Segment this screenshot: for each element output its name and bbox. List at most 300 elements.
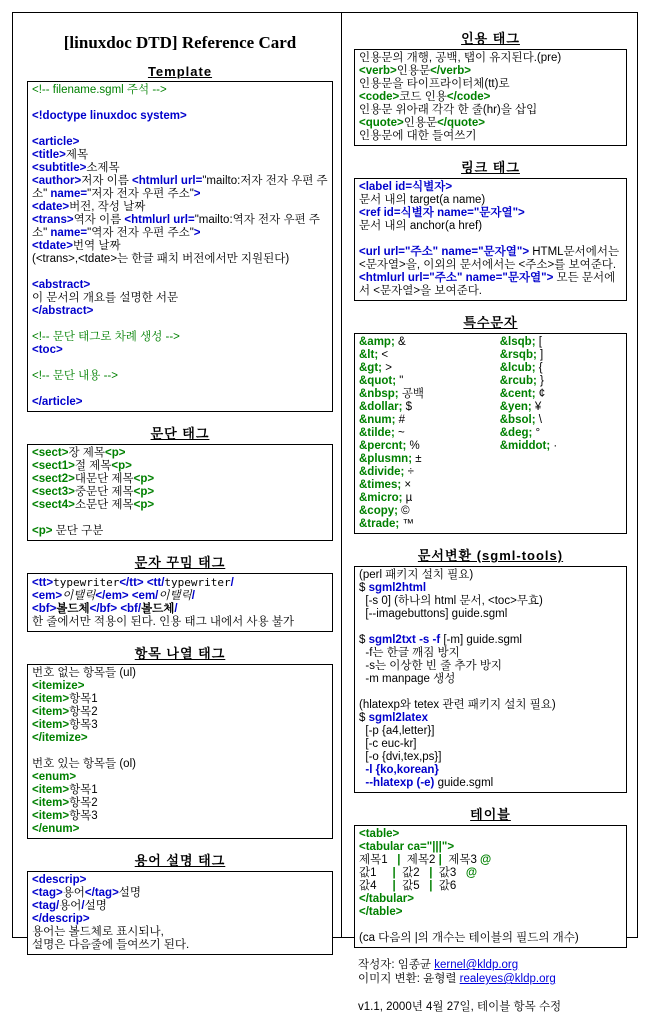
text-segment: &amp; [359,336,398,348]
text-segment: 항목2 [69,706,98,718]
text-segment: <htmlurl url= [132,175,203,187]
text-segment: 문단 구분 [52,525,104,537]
text-segment: 용어는 볼드체로 표시되나, [32,926,164,938]
text-segment: · [553,440,558,452]
text-segment: ¢ [538,388,546,400]
text-segment: <tag> [32,887,63,899]
section-doc-conversion [354,545,627,793]
text-segment: 저자 이름 [81,175,133,187]
text-segment: <item> [32,810,70,822]
section-quote-tags [354,28,627,146]
code-line [359,130,622,143]
code-line [32,680,328,693]
code-line [359,828,622,841]
code-line [359,181,622,194]
text-segment: 소제목 [86,162,120,174]
text-segment: 이탤릭 [158,590,192,602]
code-line [359,751,622,764]
code-line [32,344,328,357]
code-line [359,349,496,362]
text-segment: &bsol; [499,414,539,426]
text-segment: 항목1 [69,693,98,705]
text-segment: ÷ [407,466,414,478]
code-line [32,926,328,939]
code-line [32,357,328,370]
code-line [359,595,622,608]
text-segment: &yen; [499,401,535,413]
section-title-table-tags: 테이블 [470,807,511,822]
text-segment: sgml2latex [368,712,429,724]
text-segment: / [230,577,234,589]
text-segment: &rsqb; [499,349,540,361]
code-line [359,272,622,298]
text-segment: &copy; [359,505,402,517]
code-line [32,318,328,331]
text-segment: } [540,375,544,387]
text-segment: <tag/ [32,900,60,912]
text-segment: <item> [32,693,70,705]
text-segment: 코드 인용 [399,91,447,103]
text-segment: % [409,440,420,452]
text-segment: 제목 [65,149,89,161]
special-chars-right-column [496,336,622,531]
code-line [359,608,622,621]
code-line [359,932,622,945]
text-segment: &lt; [359,349,382,361]
text-segment: &tilde; [359,427,398,439]
text-segment: <bf> [32,603,57,615]
text-segment: 용어 [59,900,82,912]
code-line [32,396,328,409]
code-line [359,569,622,582]
text-segment: "저자 전자 우편 주소" [87,188,194,200]
right-column [341,13,637,1013]
text-segment: <p> [111,460,132,472]
code-line [32,84,328,97]
text-segment: 대문단 제목 [74,473,134,485]
text-segment: <!-- 문단 태그로 차례 생성 --> [32,331,180,343]
section-title-quote-tags: 인용 태그 [461,31,520,46]
code-line [32,603,328,616]
text-segment: | [429,880,433,892]
text-segment: <!-- 문단 내용 --> [32,370,118,382]
section-text-decoration-tags [27,552,333,632]
code-line [359,414,496,427]
text-segment: &nbsp; [359,388,402,400]
code-line [359,388,496,401]
text-segment: 절 제목 [74,460,112,472]
text-segment: [-p {a4,letter}] [359,725,435,737]
text-segment: 설명은 다음줄에 들여쓰기 된다. [32,939,190,951]
text-segment: <sect3> [32,486,75,498]
section-title-doc-conversion: 문서변환 (sgml-tools) [417,548,564,563]
code-line [32,266,328,279]
text-segment: 이 문서의 개요를 설명한 서문 [32,292,179,304]
text-segment: <code> [359,91,400,103]
text-segment: </tt> [119,577,144,589]
code-line [359,194,622,207]
text-segment: <author> [32,175,82,187]
text-segment: 공백 [401,388,425,400]
text-segment: 인용문의 개행, 공백, 탭이 유지된다.(pre) [359,52,562,64]
text-segment: typewriter [53,576,120,589]
code-line [359,660,622,673]
text-segment: > [193,227,201,239]
code-line [500,362,622,375]
text-segment: &dollar; [359,401,406,413]
section-list-tags [27,643,333,839]
text-segment: <p> [133,486,155,498]
code-line [32,486,328,499]
code-line [359,505,496,518]
text-segment: <title> [32,149,66,161]
text-segment: <tt/ [146,577,165,589]
text-segment: " [399,375,404,387]
code-line [359,867,622,880]
list-tags-box [27,664,333,839]
text-segment: &plusmn; [359,453,416,465]
text-segment: </tabular> [359,893,414,905]
section-table-tags [354,804,627,948]
text-segment: 제목1 [359,854,398,866]
email-link[interactable]: realeyes@kldp.org [459,973,556,985]
text-segment: <sect> [32,447,69,459]
code-line [32,732,328,745]
code-line [359,634,622,647]
description-tags-box [27,871,333,955]
text-segment: <label id=식별자> [359,181,453,193]
text-segment: <enum> [32,771,77,783]
text-segment: typewriter [164,576,231,589]
text-segment: 문서 내의 target(a name) [359,194,486,206]
code-line [359,777,622,790]
text-segment: &trade; [359,518,403,530]
text-segment: { [538,362,543,374]
code-line [500,427,622,440]
text-segment: <tt> [32,577,54,589]
text-segment: @ [480,854,492,866]
text-segment: | [438,854,442,866]
text-segment: <ref id=식별자 name="문자열"> [359,207,525,219]
text-segment: </bf> [89,603,118,615]
code-line [359,479,496,492]
code-line [359,712,622,725]
text-segment: $ [359,582,369,594]
code-line [32,900,328,913]
code-line [359,919,622,932]
code-line [359,91,622,104]
text-segment: </itemize> [32,732,88,744]
code-line [32,201,328,214]
code-line [32,383,328,396]
text-segment: ± [415,453,422,465]
text-segment: [-o {dvi,tex,ps}] [359,751,442,763]
text-segment: "mailto:역자 전자 우편 주소" [32,214,320,239]
code-line [359,233,622,246]
code-line [359,764,622,777]
text-segment: <sect1> [32,460,75,472]
text-segment: [-m] guide.sgml [440,634,522,646]
text-segment: [ [538,336,542,348]
code-line [359,52,622,65]
code-line [32,292,328,305]
text-segment: sgml2html [368,582,427,594]
code-line [359,673,622,686]
code-line [32,460,328,473]
section-title-list-tags: 항목 나열 태그 [134,646,226,661]
code-line [359,854,622,867]
code-line [358,1000,627,1014]
text-segment: </tag> [84,887,119,899]
code-line [32,797,328,810]
left-column [13,13,341,951]
text-segment: </em> [95,590,129,602]
code-line [32,447,328,460]
text-segment: <tabular ca="|||"> [359,841,455,853]
text-segment: -f는 한글 깨짐 방지 [359,647,460,659]
section-link-tags [354,157,627,301]
text-segment: &times; [359,479,405,491]
text-segment: <htmlurl url= [124,214,195,226]
text-segment: 소문단 제목 [74,499,134,511]
text-segment: <table> [359,828,400,840]
quote-tags-box [354,49,627,146]
text-segment: ~ [397,427,405,439]
code-line [32,305,328,318]
text-segment: <item> [32,719,70,731]
text-segment: [--imagebuttons] guide.sgml [359,608,508,620]
code-line [32,667,328,680]
code-line [359,336,496,349]
code-line [32,810,328,823]
code-line [32,473,328,486]
section-title-link-tags: 링크 태그 [461,160,520,175]
template-code-box [27,81,333,412]
text-segment: 값3 [432,867,466,879]
text-segment: <tdate> [32,240,73,252]
reference-card [12,12,638,1013]
code-line [32,512,328,525]
text-segment: &quot; [359,375,400,387]
text-segment: 번역 날짜 [72,240,121,252]
code-line [32,939,328,952]
text-segment: &lsqb; [499,336,539,348]
text-segment: <em/ [131,590,159,602]
text-segment: $ [405,401,413,413]
text-segment: > [385,362,392,374]
code-line [500,375,622,388]
text-segment: <item> [32,784,70,796]
doc-conversion-box [354,566,627,793]
text-segment: <!-- filename.sgml 주석 --> [32,84,167,96]
code-line [358,972,627,986]
code-line [359,117,622,130]
code-line [32,149,328,162]
text-segment: 작성자: 임종균 [358,959,435,971]
text-segment: | [397,854,401,866]
code-line [358,958,627,972]
text-segment: -s는 이상한 빈 줄 추가 방지 [359,660,503,672]
code-line [32,758,328,771]
text-segment: ™ [402,518,414,530]
text-segment: ¥ [534,401,542,413]
code-line [359,686,622,699]
code-line [32,136,328,149]
text-segment: <article> [32,136,80,148]
text-segment: &gt; [359,362,386,374]
code-line [359,725,622,738]
link-tags-box [354,178,627,301]
text-segment: $ [359,634,369,646]
text-segment: µ [405,492,413,504]
text-segment: </quote> [437,117,485,129]
text-segment: 볼드체 [56,603,90,615]
text-segment: -m manpage 생성 [359,673,456,685]
code-line [359,699,622,712]
text-segment: <quote> [359,117,404,129]
text-segment: --hlatexp (-e) [365,777,435,789]
text-segment: 인용문 [396,65,431,77]
text-segment: &middot; [499,440,554,452]
section-template [27,64,333,412]
code-line [359,104,622,117]
text-segment: 값6 [432,880,457,892]
text-segment: (ca 다음의 |의 개수는 테이블의 필드의 개수) [359,932,579,944]
text-segment: <abstract> [32,279,91,291]
text-segment: 값1 [359,867,393,879]
text-segment: © [401,505,410,517]
code-line [359,582,622,595]
text-segment: [-s 0] (하나의 html 문서, <toc>무효) [359,595,543,607]
code-line [500,401,622,414]
code-line [32,745,328,758]
text-segment: 항목3 [69,719,98,731]
text-segment: <p> [104,447,126,459]
text-segment: &cent; [499,388,539,400]
text-segment: 버전, 작성 날짜 [69,201,146,213]
text-segment: > [193,188,201,200]
text-segment: <url url="주소" name="문자열"> [359,246,530,258]
text-segment: </descrip> [32,913,90,925]
text-segment: | [429,867,433,879]
text-segment: <sect4> [32,499,75,511]
text-segment: & [397,336,406,348]
text-segment: 문서 내의 anchor(a href) [359,220,483,232]
text-segment: 역자 이름 [73,214,125,226]
code-line [32,823,328,836]
code-line [32,253,328,266]
text-segment: 장 제목 [68,447,105,459]
text-segment: | [392,880,396,892]
text-segment: "mailto:저자 전자 우편 주소" [32,175,328,200]
text-segment: $ [359,712,369,724]
text-segment: 인용문 위아래 각각 한 줄(hr)을 삽입 [359,104,538,116]
text-segment: 항목2 [69,797,98,809]
code-line [359,401,496,414]
text-segment: &num; [359,414,399,426]
code-line [359,78,622,91]
code-line [32,279,328,292]
text-segment: <item> [32,797,70,809]
text-segment: <descrip> [32,874,87,886]
email-link[interactable]: kernel@kldp.org [434,959,519,971]
text-segment: guide.sgml [434,777,494,789]
text-segment: </article> [32,396,83,408]
text-segment: "역자 전자 우편 주소" [87,227,194,239]
text-segment: 값5 [395,880,430,892]
text-segment: <p> [133,499,155,511]
page-title: [linuxdoc DTD] Reference Card [63,33,297,52]
code-line [359,375,496,388]
code-line [359,65,622,78]
text-segment: &divide; [359,466,408,478]
text-segment: name= [50,227,88,239]
text-segment: -l {ko,korean} [365,764,439,776]
text-segment: ° [535,427,541,439]
text-segment: 한 줄에서만 적용이 된다. 인용 태그 내에서 사용 불가 [32,616,295,628]
code-line [500,388,622,401]
text-segment: <trans> [32,214,74,226]
text-segment: / [81,900,85,912]
text-segment: | [392,867,396,879]
section-title-template: Template [147,64,213,79]
section-special-chars [354,312,627,534]
code-line [359,466,496,479]
code-line [359,647,622,660]
text-segment: </verb> [430,65,471,77]
text-segment: × [404,479,412,491]
text-segment: 항목3 [69,810,98,822]
code-line [32,240,328,253]
code-line [358,986,627,1000]
text-segment: <verb> [359,65,397,77]
text-segment: 항목1 [69,784,98,796]
text-segment: <itemize> [32,680,85,692]
text-segment: </table> [359,906,403,918]
code-line [32,887,328,900]
code-line [359,440,496,453]
code-line [32,616,328,629]
text-segment: 중문단 제목 [74,486,134,498]
text-segment: <item> [32,706,70,718]
text-segment: 설명 [84,900,107,912]
code-line [359,880,622,893]
text-segment: / [174,603,178,615]
code-line [32,576,328,590]
text-segment: <p> [133,473,155,485]
text-segment: </abstract> [32,305,94,317]
text-segment: <sect2> [32,473,75,485]
text-segment: <subtitle> [32,162,87,174]
text-segment: v1.1, 2000년 4월 27일, 테이블 항목 수정 [358,1001,562,1013]
code-line [359,362,496,375]
text-segment: 볼드체 [141,603,175,615]
code-line [359,621,622,634]
paragraph-tags-box [27,444,333,541]
code-line [32,370,328,383]
text-decoration-tags-box [27,573,333,632]
code-line [32,214,328,240]
text-segment: # [398,414,406,426]
text-segment: 설명 [118,887,142,899]
text-segment: 이탤릭 [62,590,96,602]
section-title-special-chars: 특수문자 [463,315,518,330]
code-line [500,414,622,427]
text-segment: &deg; [499,427,536,439]
text-segment: 인용문을 타이프라이터체(tt)로 [359,78,510,90]
code-line [500,440,622,453]
text-segment: 인용문에 대한 들여쓰기 [359,130,477,142]
